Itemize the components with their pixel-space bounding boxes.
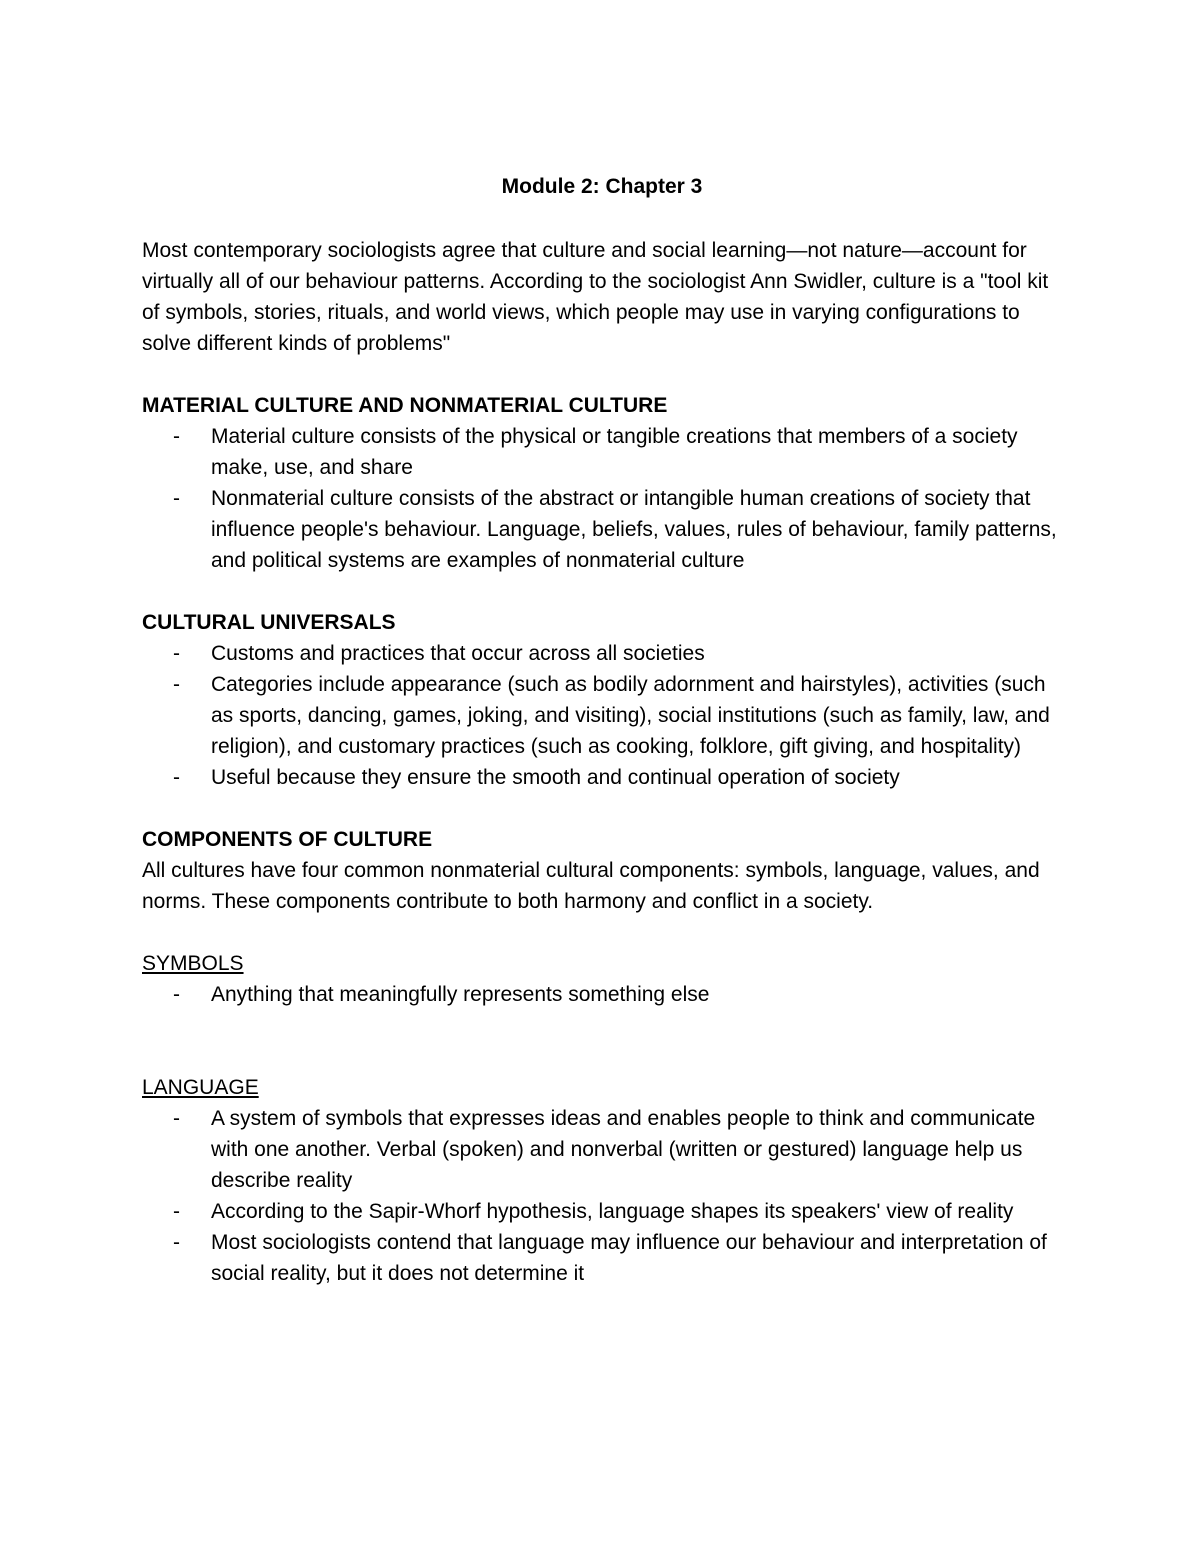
symbols-list [142,979,1062,1010]
list-item-text: According to the Sapir-Whorf hypothesis, language shapes its speakers' view of reality [211,1200,1014,1223]
list-item [142,1103,1062,1196]
list-item [142,1196,1062,1227]
section-heading-components: COMPONENTS OF CULTURE [142,828,433,851]
list-item [142,1227,1062,1289]
list-item [142,421,1062,483]
dash-bullet: - [173,983,180,1006]
language-list [142,1103,1062,1289]
dash-bullet: - [173,673,180,696]
list-item-text: A system of symbols that expresses ideas and enables people to think and communicate with one another. Verbal (spoken) and nonverbal (written or gestured) language help us describe reality [211,1107,1036,1192]
section-heading-universals: CULTURAL UNIVERSALS [142,611,396,634]
list-item [142,483,1062,576]
dash-bullet: - [173,487,180,510]
section-heading-material: MATERIAL CULTURE AND NONMATERIAL CULTURE [142,394,668,417]
list-item [142,669,1062,762]
page-title: Module 2: Chapter 3 [501,175,703,198]
intro-paragraph: Most contemporary sociologists agree that culture and social learning—not nature—account for virtually all of our behaviour patterns. According to the sociologist Ann Swidler, culture is a "tool kit of symbols, stories, rituals, and world views, which people may use in varying configurations to solve different kinds of problems" [142,239,1049,355]
dash-bullet: - [173,1107,180,1130]
list-item-text: Nonmaterial culture consists of the abstract or intangible human creations of society that influence people's behaviour. Language, beliefs, values, rules of behaviour, family patterns, and political systems are examples of nonmaterial culture [211,487,1057,572]
list-item-text: Categories include appearance (such as bodily adornment and hairstyles), activities (such as sports, dancing, games, joking, and visiting), social institutions (such as family, law, and religion), and customary practices (such as cooking, folklore, gift giving, and hospitality) [211,673,1050,758]
material-list [142,421,1062,576]
section-heading-language: LANGUAGE [142,1076,259,1099]
list-item [142,638,1062,669]
dash-bullet: - [173,642,180,665]
list-item [142,762,1062,793]
dash-bullet: - [173,425,180,448]
list-item-text: Most sociologists contend that language may influence our behaviour and interpretation of social reality, but it does not determine it [211,1231,1047,1285]
universals-list [142,638,1062,793]
list-item-text: Customs and practices that occur across all societies [211,642,705,665]
dash-bullet: - [173,766,180,789]
document-content [142,170,1062,1289]
list-item [142,979,1062,1010]
components-paragraph: All cultures have four common nonmaterial cultural components: symbols, language, values, and norms. These components contribute to both harmony and conflict in a society. [142,859,1040,913]
dash-bullet: - [173,1200,180,1223]
list-item-text: Anything that meaningfully represents something else [211,983,710,1006]
list-item-text: Material culture consists of the physical or tangible creations that members of a society make, use, and share [211,425,1018,479]
list-item-text: Useful because they ensure the smooth and continual operation of society [211,766,900,789]
dash-bullet: - [173,1231,180,1254]
section-heading-symbols: SYMBOLS [142,952,244,975]
